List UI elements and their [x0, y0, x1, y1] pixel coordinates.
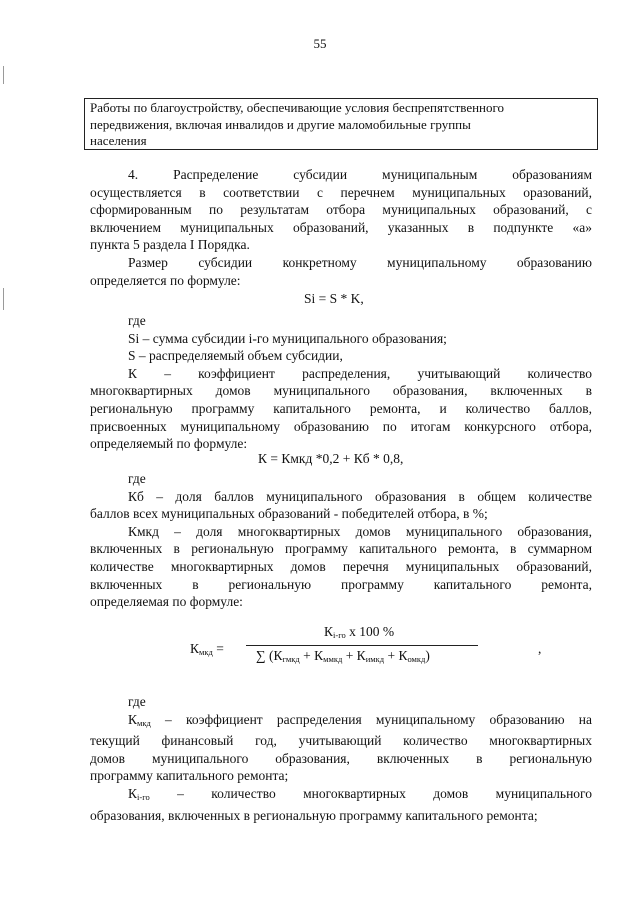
formula-k: К = Кмкд *0,2 + Кб * 0,8, — [258, 451, 404, 466]
text-line: включением муниципальных образований, указанных в подпункте «а» — [90, 219, 592, 235]
scan-edge-mark — [3, 66, 4, 84]
formula-si: Si = S * K, — [304, 291, 364, 306]
text-line: Кмкд – доля многоквартирных домов муниципального образования, — [128, 523, 592, 539]
table-row-line: Работы по благоустройству, обеспечивающие условия беспрепятственного — [90, 100, 505, 115]
fraction-bar — [246, 645, 478, 646]
formula-comma: , — [538, 641, 542, 656]
text-line: программу капитального ремонта; — [90, 768, 289, 784]
scan-edge-mark — [3, 288, 4, 310]
text-line: Кб – доля баллов муниципального образования в общем количестве — [128, 488, 592, 504]
paragraph-distribution — [90, 166, 592, 289]
paragraph-definitions-k — [90, 312, 592, 453]
text-line: Размер субсидии конкретному муниципальному образованию — [128, 254, 592, 270]
text-line: количестве многоквартирных домов перечня муниципальных образований, — [90, 558, 592, 574]
text-line: осуществляется в соответствии с перечнем муниципальных оразований, — [90, 184, 592, 200]
text-line: присвоенных муниципальному образованию по итогам конкурсного отбора, — [90, 418, 592, 434]
text-line: сформированным по результатам отбора муниципальных образований, с — [90, 202, 592, 218]
text-line: Si – сумма субсидии i-го муниципального образования; — [128, 330, 447, 346]
text-line: К – коэффициент распределения, учитывающий количество — [128, 365, 592, 381]
formula-kmkd-denominator: ∑ $(К_{гмкд} + К_{ммкд} + К_{имкд} + К_{омкд})$ — [256, 648, 430, 664]
text-line: 4. Распределение субсидии муниципальным образованиям — [128, 167, 592, 182]
text-line: текущий финансовый год, учитывающий количество многоквартирных — [90, 733, 592, 749]
text-line: баллов всех муниципальных образований - победителей отбора, в %; — [90, 506, 488, 522]
text-line: где — [128, 313, 146, 328]
definition-kmkd: $К_{мкд}$ – коэффициент распределения муниципальному образованию на — [128, 711, 592, 728]
text-line: домов муниципального образования, включенных в региональную — [90, 750, 592, 766]
text-line: образования, включенных в региональную программу капитального ремонта; — [90, 807, 538, 823]
table-row-line: населения — [90, 133, 147, 148]
page-number: 55 — [313, 36, 327, 51]
paragraph-coefficient-definitions — [90, 693, 592, 824]
text-line: где — [128, 694, 146, 709]
text-line: пункта 5 раздела I Порядка. — [90, 237, 250, 253]
text-line: многоквартирных домов муниципального образования, включенных в — [90, 383, 592, 399]
definition-kigo: $К_{i-го}$ – количество многоквартирных домов муниципального — [128, 785, 592, 802]
formula-kmkd-numerator: $К_{i-го}$ х 100 % — [324, 624, 395, 640]
text-line: где — [128, 471, 146, 486]
text-line: региональную программу капитального ремонта, и количество баллов, — [90, 400, 592, 416]
text-line: определяемый по формуле: — [90, 436, 248, 452]
text-line: определяется по формуле: — [90, 272, 241, 288]
text-line: S – распределяемый объем субсидии, — [128, 348, 343, 364]
table-row-line: передвижения, включая инвалидов и другие маломобильные группы — [90, 116, 471, 132]
text-line: включенных в региональную программу капитального ремонта, в суммарном — [90, 541, 592, 557]
text-line: определяемая по формуле: — [90, 594, 243, 610]
formula-kmkd-lhs: $К_{мкд}$ = — [190, 641, 224, 657]
text-line: включенных в региональную программу капитального ремонта, — [90, 576, 592, 592]
table-row — [84, 98, 598, 150]
paragraph-definitions-kb-kmkd — [90, 470, 592, 611]
